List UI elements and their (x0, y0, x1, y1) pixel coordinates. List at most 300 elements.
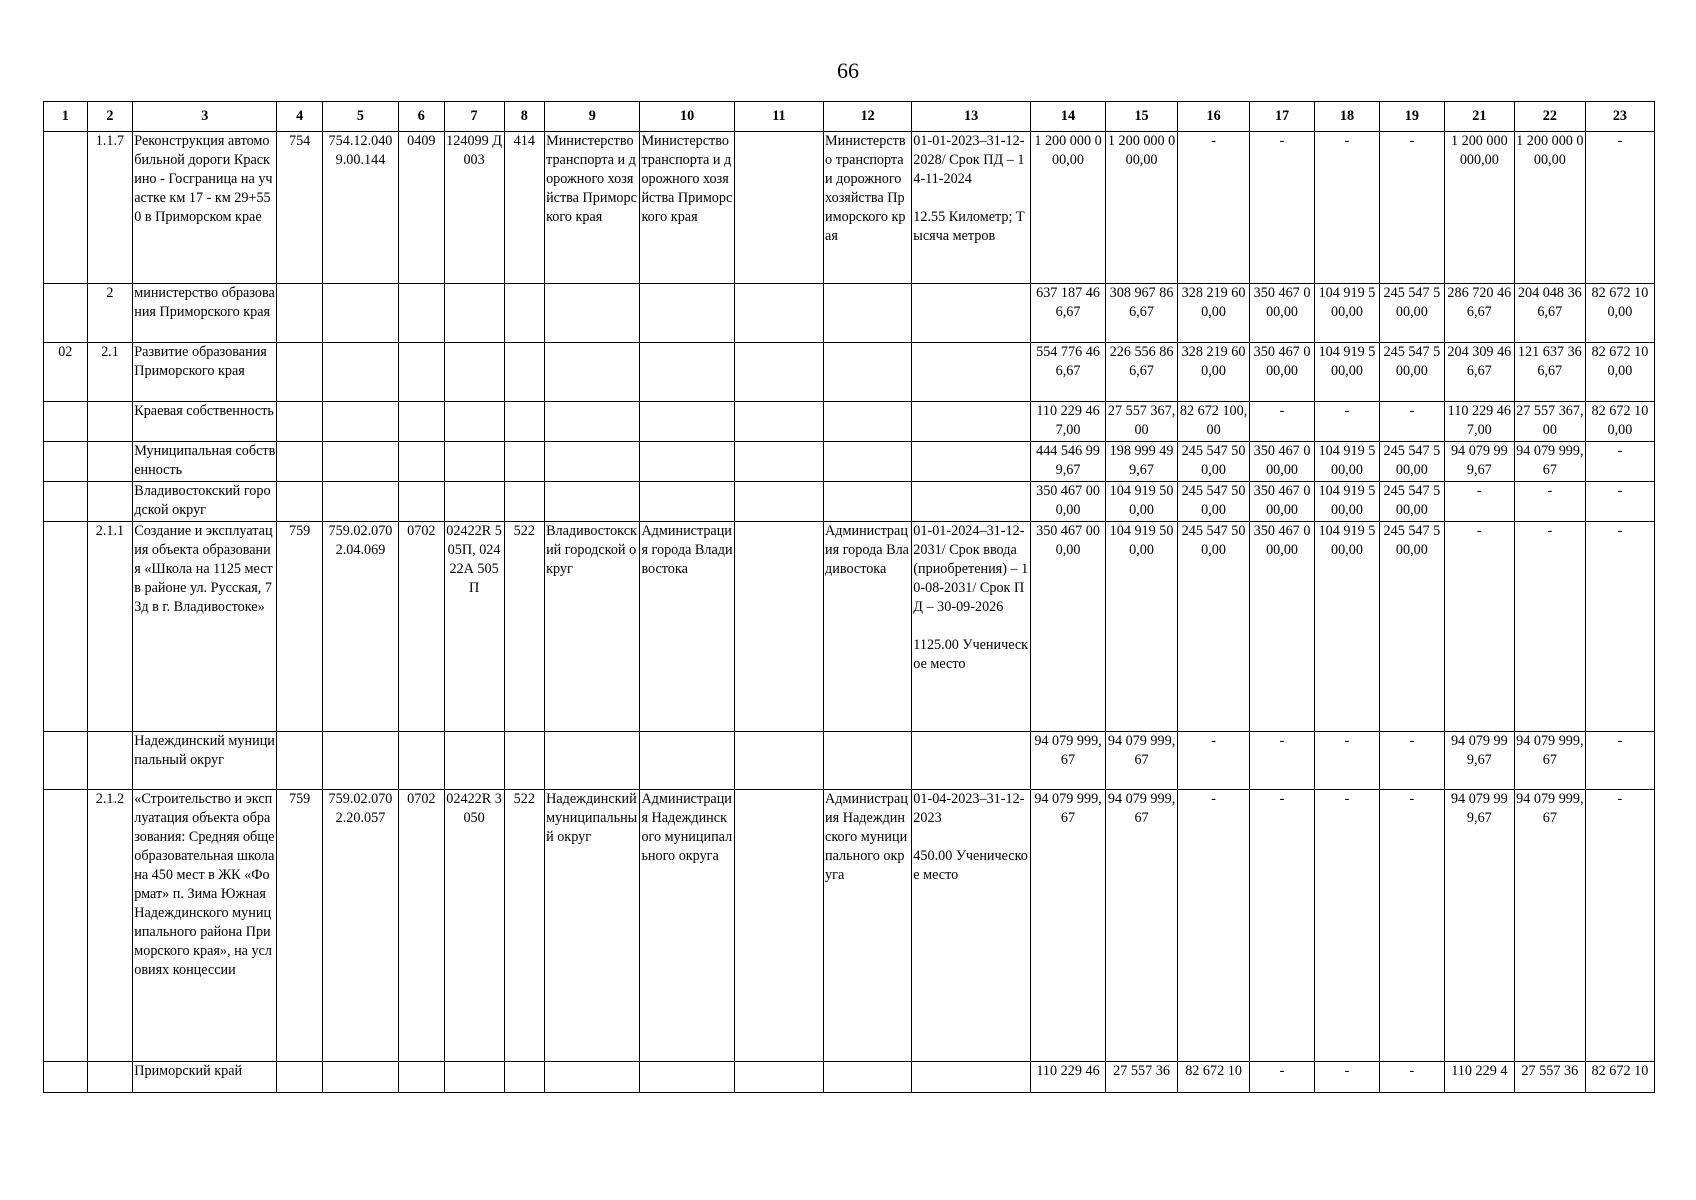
table-cell (504, 522, 545, 732)
table-cell (640, 732, 734, 790)
cell-text: министерство образования Приморского края (134, 285, 275, 320)
col-header-15: 15 (1106, 102, 1178, 132)
table-cell (1585, 343, 1654, 402)
table-cell (1178, 732, 1250, 790)
col-header-7: 7 (444, 102, 504, 132)
table-cell (444, 343, 504, 402)
table-cell (1585, 732, 1654, 790)
table-cell (277, 482, 323, 522)
cell-text: - (1279, 133, 1285, 149)
table-cell (734, 442, 823, 482)
table-cell (322, 132, 398, 284)
table-cell (545, 284, 640, 343)
table-cell (1178, 402, 1250, 442)
cell-text: Надеждинский муниципальный округ (134, 733, 275, 768)
table-cell (1178, 132, 1250, 284)
table-cell (133, 790, 277, 1062)
cell-text: - (1211, 791, 1216, 807)
cell-text: 522 (513, 791, 535, 807)
table-cell (1315, 343, 1380, 402)
table-cell (912, 442, 1031, 482)
table-cell (912, 522, 1031, 732)
cell-text: 308 967 866,67 (1109, 285, 1174, 320)
table-cell (444, 482, 504, 522)
table-cell (87, 442, 133, 482)
table-cell (1444, 402, 1514, 442)
cell-text: 759 (288, 791, 311, 807)
cell-text: 204 048 366,67 (1517, 285, 1582, 320)
table-cell (133, 482, 277, 522)
cell-text: Надеждинский муниципальный округ (546, 791, 641, 845)
col-header-2: 2 (87, 102, 133, 132)
cell-text: 414 (513, 133, 535, 149)
cell-text: Владивостокский городской округ (546, 523, 637, 577)
table-cell (1250, 402, 1315, 442)
cell-text: 02 (58, 344, 73, 360)
table-cell (277, 732, 323, 790)
cell-text: - (1476, 523, 1482, 539)
table-cell (44, 284, 88, 343)
table-cell (1585, 132, 1654, 284)
table-cell (504, 442, 545, 482)
table-cell (1379, 1062, 1444, 1093)
table-cell (444, 132, 504, 284)
table-cell (912, 790, 1031, 1062)
cell-text: 350 467 000,00 (1253, 483, 1311, 518)
table-cell (1585, 284, 1654, 343)
table-cell (734, 132, 823, 284)
table-cell (1379, 132, 1444, 284)
cell-text: 94 079 999,67 (1034, 733, 1102, 768)
table-cell (504, 132, 545, 284)
table-cell (1178, 343, 1250, 402)
table-cell (1514, 482, 1585, 522)
cell-text: 286 720 466,67 (1447, 285, 1512, 320)
table-cell (504, 1062, 545, 1093)
cell-text: 94 079 999,67 (1107, 733, 1176, 768)
table-cell (133, 732, 277, 790)
table-cell (1250, 482, 1315, 522)
table-cell (133, 522, 277, 732)
table-cell (824, 790, 912, 1062)
table-cell (133, 402, 277, 442)
table-cell (1315, 732, 1380, 790)
cell-text: 104 919 500,00 (1109, 483, 1174, 518)
table-cell (734, 790, 823, 1062)
cell-text: Министерство транспорта и дорожного хозяйства Приморского края (825, 133, 908, 244)
cell-text: 27 557 36 (1113, 1063, 1170, 1079)
cell-text: - (1409, 733, 1415, 749)
cell-text: 328 219 600,00 (1181, 285, 1246, 320)
table-cell (133, 1062, 277, 1093)
table-cell (545, 482, 640, 522)
table-cell (1514, 790, 1585, 1062)
table-cell (44, 522, 88, 732)
table-cell (640, 284, 734, 343)
col-header-4: 4 (277, 102, 323, 132)
cell-text: 0702 (407, 791, 436, 807)
cell-text: 759.02.070 2.20.057 (328, 791, 396, 826)
table-cell (87, 522, 133, 732)
cell-text: 01-01-2023–31-12-2028/ Срок ПД – 14-11-2024 12.55 Километр; Тысяча метров (913, 133, 1025, 244)
cell-text: 104 919 500,00 (1318, 285, 1376, 320)
table-cell (87, 1062, 133, 1093)
cell-text: 82 672 100,00 (1179, 403, 1248, 438)
cell-text: - (1476, 483, 1482, 499)
table-cell (277, 284, 323, 343)
cell-text: 2.1 (101, 344, 119, 360)
table-cell (87, 790, 133, 1062)
table-cell (912, 343, 1031, 402)
table-cell (1444, 1062, 1514, 1093)
table-cell (824, 132, 912, 284)
cell-text: 1.1.7 (95, 133, 125, 149)
table-cell (640, 343, 734, 402)
table-cell (444, 284, 504, 343)
col-header-12: 12 (824, 102, 912, 132)
table-cell (504, 732, 545, 790)
table-cell (1250, 442, 1315, 482)
cell-text: - (1344, 133, 1350, 149)
cell-text: - (1279, 791, 1285, 807)
cell-text: 1 200 000 000,00 (1516, 133, 1584, 168)
table-cell (44, 132, 88, 284)
table-cell (1585, 402, 1654, 442)
table-cell (44, 732, 88, 790)
table-cell (504, 790, 545, 1062)
table-cell (44, 402, 88, 442)
table-cell (322, 343, 398, 402)
col-header-6: 6 (399, 102, 445, 132)
cell-text: 637 187 466,67 (1036, 285, 1100, 320)
table-cell (1106, 522, 1178, 732)
cell-text: 245 547 500,00 (1181, 443, 1246, 478)
cell-text: 350 467 000,00 (1036, 523, 1100, 558)
table-cell (1030, 482, 1105, 522)
cell-text: 754 (288, 133, 311, 149)
table-cell (1106, 1062, 1178, 1093)
table-cell (545, 790, 640, 1062)
cell-text: 27 557 36 (1521, 1063, 1579, 1079)
table-cell (1514, 1062, 1585, 1093)
table-cell (640, 402, 734, 442)
cell-text: - (1617, 791, 1623, 807)
table-row (44, 284, 1655, 343)
table-cell (1106, 284, 1178, 343)
table-row (44, 402, 1655, 442)
table-cell (734, 522, 823, 732)
cell-text: Создание и эксплуатация объекта образования «Школа на 1125 мест в районе ул. Русская, 73д в г. Владивостоке» (134, 523, 277, 615)
table-cell (1585, 522, 1654, 732)
table-cell (504, 284, 545, 343)
table-cell (1379, 522, 1444, 732)
table-cell (1106, 442, 1178, 482)
table-cell (1030, 343, 1105, 402)
table-cell (399, 402, 445, 442)
table-cell (277, 442, 323, 482)
page-number: 66 (837, 58, 859, 83)
table-cell (912, 402, 1031, 442)
cell-text: 444 546 999,67 (1036, 443, 1100, 478)
table-row (44, 482, 1655, 522)
cell-text: 350 467 000,00 (1253, 285, 1311, 320)
table-row (44, 442, 1655, 482)
cell-text: 0702 (407, 523, 436, 539)
table-cell (1178, 1062, 1250, 1093)
table-cell (1315, 1062, 1380, 1093)
cell-text: - (1409, 133, 1415, 149)
table-cell (1250, 790, 1315, 1062)
cell-text: 245 547 500,00 (1383, 443, 1441, 478)
table-cell (1315, 442, 1380, 482)
table-cell (1030, 522, 1105, 732)
table-cell (734, 402, 823, 442)
cell-text: - (1279, 733, 1285, 749)
table-cell (1315, 284, 1380, 343)
table-cell (322, 522, 398, 732)
table-cell (824, 522, 912, 732)
col-header-11: 11 (734, 102, 823, 132)
table-cell (277, 1062, 323, 1093)
table-cell (399, 482, 445, 522)
table-cell (444, 442, 504, 482)
cell-text: 754.12.040 9.00.144 (328, 133, 396, 168)
table-cell (277, 132, 323, 284)
table-cell (1379, 284, 1444, 343)
table-row (44, 732, 1655, 790)
table-cell (399, 284, 445, 343)
cell-text: 2.1.2 (95, 791, 125, 807)
table-cell (824, 284, 912, 343)
table-cell (545, 343, 640, 402)
cell-text: - (1344, 1063, 1350, 1079)
table-header (44, 102, 1655, 132)
table-cell (545, 402, 640, 442)
table-cell (1444, 732, 1514, 790)
col-header-8: 8 (504, 102, 545, 132)
table-cell (1444, 132, 1514, 284)
table-cell (1250, 1062, 1315, 1093)
cell-text: 2 (106, 285, 114, 301)
table-cell (399, 1062, 445, 1093)
table-cell (399, 132, 445, 284)
cell-text: 350 467 000,00 (1253, 443, 1311, 478)
cell-text: 94 079 999,67 (1516, 443, 1584, 478)
cell-text: 245 547 500,00 (1181, 483, 1246, 518)
cell-text: Министерство транспорта и дорожного хозяйства Приморского края (546, 133, 638, 225)
cell-text: - (1409, 1063, 1415, 1079)
table-cell (640, 1062, 734, 1093)
cell-text: 198 999 499,67 (1109, 443, 1174, 478)
cell-text: - (1409, 791, 1415, 807)
table-cell (1250, 132, 1315, 284)
cell-text: 94 079 999,67 (1450, 733, 1508, 768)
table-cell (1315, 790, 1380, 1062)
table-cell (1106, 482, 1178, 522)
table-cell (1514, 284, 1585, 343)
table-cell (322, 482, 398, 522)
cell-text: 124099 Д003 (446, 133, 502, 168)
table-cell (1106, 732, 1178, 790)
table-cell (1030, 284, 1105, 343)
cell-text: 245 547 500,00 (1383, 523, 1441, 558)
table-cell (44, 442, 88, 482)
cell-text: Администрация Надеждинского муниципального округа (641, 791, 733, 864)
table-cell (734, 1062, 823, 1093)
table-cell (399, 522, 445, 732)
cell-text: - (1344, 403, 1350, 419)
cell-text: 104 919 500,00 (1109, 523, 1174, 558)
table-cell (824, 482, 912, 522)
table-cell (1379, 442, 1444, 482)
cell-text: 110 229 4 (1451, 1063, 1508, 1079)
cell-text: 226 556 866,67 (1109, 344, 1174, 379)
cell-text: 1 200 000 000,00 (1107, 133, 1176, 168)
table-cell (1379, 482, 1444, 522)
col-header-23: 23 (1585, 102, 1654, 132)
table-cell (1514, 132, 1585, 284)
cell-text: Администрация Надеждинского муниципального округа (825, 791, 908, 883)
table-cell (444, 402, 504, 442)
table-cell (44, 343, 88, 402)
table-body (44, 132, 1655, 1093)
cell-text: Владивостокский городской округ (134, 483, 271, 518)
table-cell (444, 732, 504, 790)
cell-text: 82 672 100,00 (1591, 403, 1649, 438)
cell-text: - (1344, 791, 1350, 807)
table-cell (734, 482, 823, 522)
cell-text: - (1211, 733, 1216, 749)
cell-text: 01-01-2024–31-12-2031/ Срок ввода (приобретения) – 10-08-2031/ Срок ПД – 30-09-2026 1125.00 Ученическое место (913, 523, 1029, 672)
table-cell (1585, 1062, 1654, 1093)
table-cell (444, 522, 504, 732)
table-cell (1315, 482, 1380, 522)
col-header-9: 9 (545, 102, 640, 132)
table-cell (640, 522, 734, 732)
col-header-10: 10 (640, 102, 734, 132)
table-cell (1250, 284, 1315, 343)
cell-text: - (1617, 483, 1623, 499)
cell-text: - (1547, 523, 1553, 539)
cell-text: 82 672 100,00 (1591, 344, 1649, 379)
table-cell (734, 343, 823, 402)
table-cell (1030, 132, 1105, 284)
table-cell (1444, 343, 1514, 402)
cell-text: 01-04-2023–31-12-2023 450.00 Ученическое место (913, 791, 1028, 883)
cell-text: Реконструкция автомобильной дороги Краскино - Госграница на участке км 17 - км 29+550 в Приморском крае (134, 133, 273, 225)
table-cell (1106, 132, 1178, 284)
table-cell (1178, 790, 1250, 1062)
cell-text: 94 079 999,67 (1450, 443, 1508, 478)
cell-text: 1 200 000 000,00 (1450, 133, 1512, 168)
table-cell (1514, 732, 1585, 790)
col-header-22: 22 (1514, 102, 1585, 132)
cell-text: - (1279, 403, 1285, 419)
table-cell (545, 1062, 640, 1093)
col-header-18: 18 (1315, 102, 1380, 132)
table-cell (322, 284, 398, 343)
cell-text: - (1547, 483, 1553, 499)
table-cell (1444, 442, 1514, 482)
table-cell (399, 442, 445, 482)
table-cell (824, 1062, 912, 1093)
table-cell (912, 732, 1031, 790)
cell-text: 2.1.1 (95, 523, 125, 539)
table-cell (1178, 522, 1250, 732)
cell-text: Администрация города Владивостока (641, 523, 733, 577)
table-cell (322, 1062, 398, 1093)
cell-text: 350 467 000,00 (1253, 344, 1311, 379)
cell-text: 94 079 999,67 (1034, 791, 1102, 826)
table-row (44, 790, 1655, 1062)
table-cell (444, 1062, 504, 1093)
table-cell (133, 284, 277, 343)
cell-text: 02422R 3050 (446, 791, 502, 826)
cell-text: 94 079 999,67 (1450, 791, 1508, 826)
table-cell (640, 790, 734, 1062)
cell-text: 104 919 500,00 (1318, 443, 1376, 478)
table-cell (504, 343, 545, 402)
cell-text: - (1409, 403, 1415, 419)
col-header-1: 1 (44, 102, 88, 132)
cell-text: 350 467 000,00 (1253, 523, 1311, 558)
table-cell (912, 482, 1031, 522)
cell-text: - (1617, 733, 1623, 749)
cell-text: 82 672 10 (1185, 1063, 1242, 1079)
table-cell (912, 284, 1031, 343)
cell-text: 204 309 466,67 (1447, 344, 1512, 379)
table-cell (87, 284, 133, 343)
table-cell (44, 1062, 88, 1093)
col-header-19: 19 (1379, 102, 1444, 132)
table-cell (1178, 442, 1250, 482)
table-cell (1514, 402, 1585, 442)
table-cell (1250, 732, 1315, 790)
table-cell (1106, 343, 1178, 402)
table-row (44, 522, 1655, 732)
table-cell (444, 790, 504, 1062)
cell-text: 554 776 466,67 (1036, 344, 1100, 379)
cell-text: Администрация города Владивостока (825, 523, 909, 577)
cell-text: 245 547 500,00 (1383, 483, 1441, 518)
table-cell (1444, 482, 1514, 522)
table-cell (277, 522, 323, 732)
col-header-13: 13 (912, 102, 1031, 132)
cell-text: - (1211, 133, 1216, 149)
table-cell (133, 442, 277, 482)
cell-text: 1 200 000 000,00 (1034, 133, 1102, 168)
table-cell (133, 343, 277, 402)
table-cell (399, 732, 445, 790)
table-cell (1585, 442, 1654, 482)
table-cell (1379, 790, 1444, 1062)
cell-text: - (1279, 1063, 1285, 1079)
cell-text: 94 079 999,67 (1107, 791, 1176, 826)
cell-text: 104 919 500,00 (1318, 483, 1376, 518)
table-cell (824, 732, 912, 790)
col-header-16: 16 (1178, 102, 1250, 132)
table-cell (322, 442, 398, 482)
cell-text: 94 079 999,67 (1516, 733, 1584, 768)
table-cell (133, 132, 277, 284)
table-cell (322, 402, 398, 442)
cell-text: 82 672 10 (1591, 1063, 1649, 1079)
cell-text: Развитие образования Приморского края (134, 344, 271, 379)
col-header-17: 17 (1250, 102, 1315, 132)
cell-text: 759 (288, 523, 311, 539)
table-cell (912, 1062, 1031, 1093)
table-cell (824, 343, 912, 402)
